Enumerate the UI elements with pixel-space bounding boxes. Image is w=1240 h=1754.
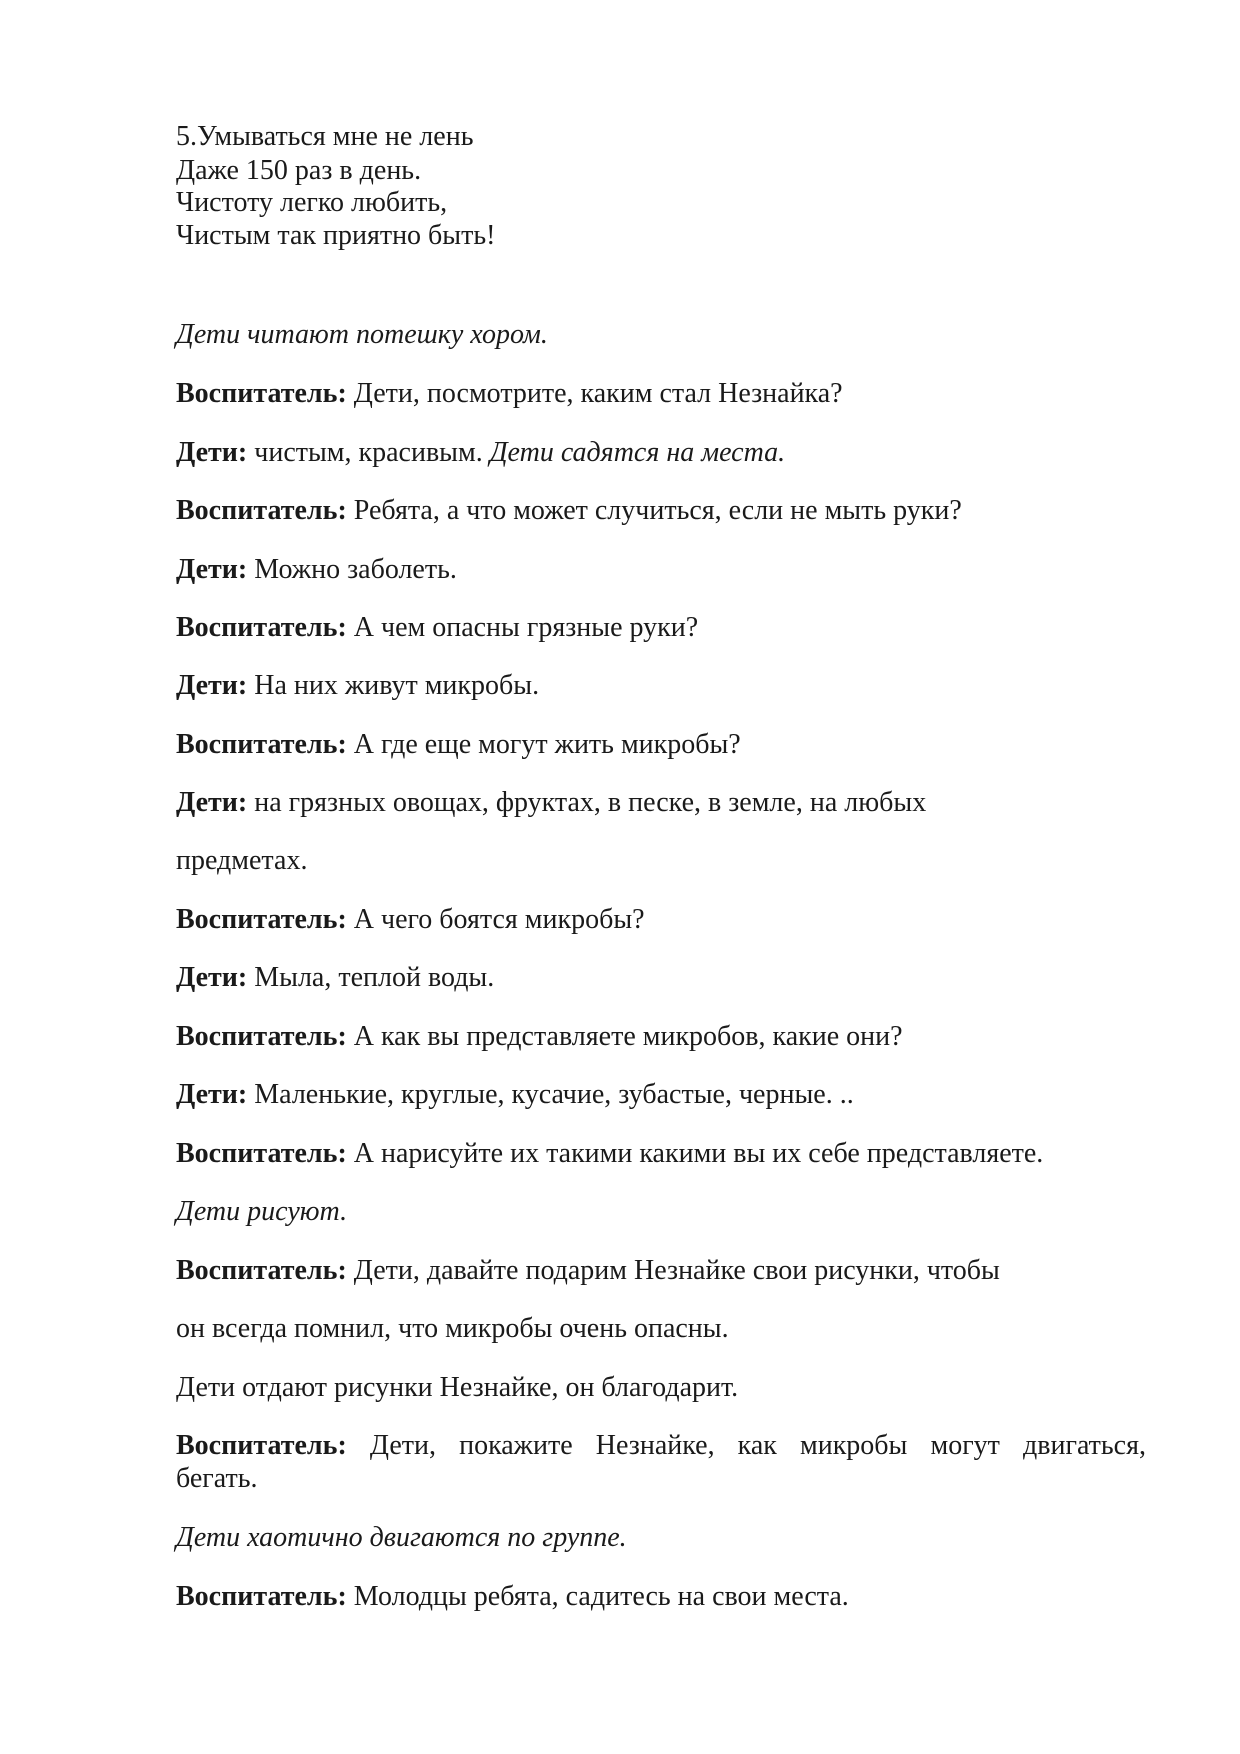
dialogue-line (176, 903, 645, 937)
stage-direction: Дети читают потешку хором. (176, 319, 548, 350)
dialogue-line (176, 728, 741, 762)
poem-line-3: Чистоту легко любить, (176, 187, 448, 218)
line-text: А чем опасны грязные руки? (346, 612, 699, 643)
speaker-children: Дети: (176, 962, 248, 993)
dialogue-line (176, 611, 698, 645)
speaker-teacher: Воспитатель: (176, 729, 347, 760)
stage-direction: Дети рисуют. (176, 1196, 348, 1227)
line-text: Можно заболеть. (247, 554, 457, 585)
dialogue-line (176, 1254, 1000, 1288)
line-continuation: бегать. (176, 1463, 258, 1494)
dialogue-line (176, 1137, 1043, 1171)
dialogue-line (176, 553, 457, 587)
speaker-teacher: Воспитатель: (176, 1430, 347, 1461)
poem-line-2: Даже 150 раз в день. (176, 155, 422, 186)
narrative-line: Дети отдают рисунки Незнайке, он благодарит. (176, 1372, 739, 1403)
line-text: Молодцы ребята, садитесь на свои места. (346, 1581, 849, 1612)
line-text: на грязных овощах, фруктах, в песке, в земле, на любых (247, 787, 927, 818)
line-continuation: предметах. (176, 845, 308, 876)
speaker-children: Дети: (176, 787, 248, 818)
speaker-teacher: Воспитатель: (176, 612, 347, 643)
poem-line-1: 5.Умываться мне не лень (176, 121, 474, 152)
dialogue-line (176, 1078, 854, 1112)
speaker-children: Дети: (176, 670, 248, 701)
dialogue-line (176, 1020, 903, 1054)
dialogue-line (176, 786, 926, 820)
dialogue-line (176, 377, 843, 411)
poem-line-4: Чистым так приятно быть! (176, 220, 496, 251)
line-text: Дети, посмотрите, каким стал Незнайка? (346, 378, 843, 409)
speaker-children: Дети: (176, 554, 248, 585)
dialogue-line (176, 961, 494, 995)
line-text: Дети, давайте подарим Незнайке свои рисунки, чтобы (346, 1255, 1000, 1286)
speaker-teacher: Воспитатель: (176, 1255, 347, 1286)
speaker-teacher: Воспитатель: (176, 378, 347, 409)
line-text: чистым, красивым. (247, 437, 490, 468)
line-text: А нарисуйте их такими какими вы их себе представляете. (346, 1138, 1044, 1169)
line-text: Ребята, а что может случиться, если не мыть руки? (346, 495, 962, 526)
speaker-children: Дети: (176, 437, 248, 468)
line-text: А где еще могут жить микробы? (346, 729, 741, 760)
dialogue-line (176, 669, 539, 703)
line-text: Маленькие, круглые, кусачие, зубастые, черные. .. (247, 1079, 854, 1110)
speaker-children: Дети: (176, 1079, 248, 1110)
stage-direction: Дети хаотично двигаются по группе. (176, 1522, 627, 1553)
line-text: А чего боятся микробы? (346, 904, 645, 935)
dialogue-line (176, 436, 785, 470)
speaker-teacher: Воспитатель: (176, 495, 347, 526)
line-text: Дети, покажите Незнайке, как микробы могут двигаться, (346, 1430, 1146, 1461)
dialogue-line (176, 1580, 849, 1614)
line-text: А как вы представляете микробов, какие они? (346, 1021, 903, 1052)
speaker-teacher: Воспитатель: (176, 1021, 347, 1052)
line-continuation: он всегда помнил, что микробы очень опасны. (176, 1313, 729, 1344)
line-text: Мыла, теплой воды. (247, 962, 495, 993)
line-text: На них живут микробы. (247, 670, 540, 701)
dialogue-line (176, 494, 962, 528)
dialogue-line (176, 1429, 1146, 1463)
speaker-teacher: Воспитатель: (176, 904, 347, 935)
speaker-teacher: Воспитатель: (176, 1138, 347, 1169)
stage-direction-inline: Дети садятся на места. (489, 437, 786, 468)
speaker-teacher: Воспитатель: (176, 1581, 347, 1612)
